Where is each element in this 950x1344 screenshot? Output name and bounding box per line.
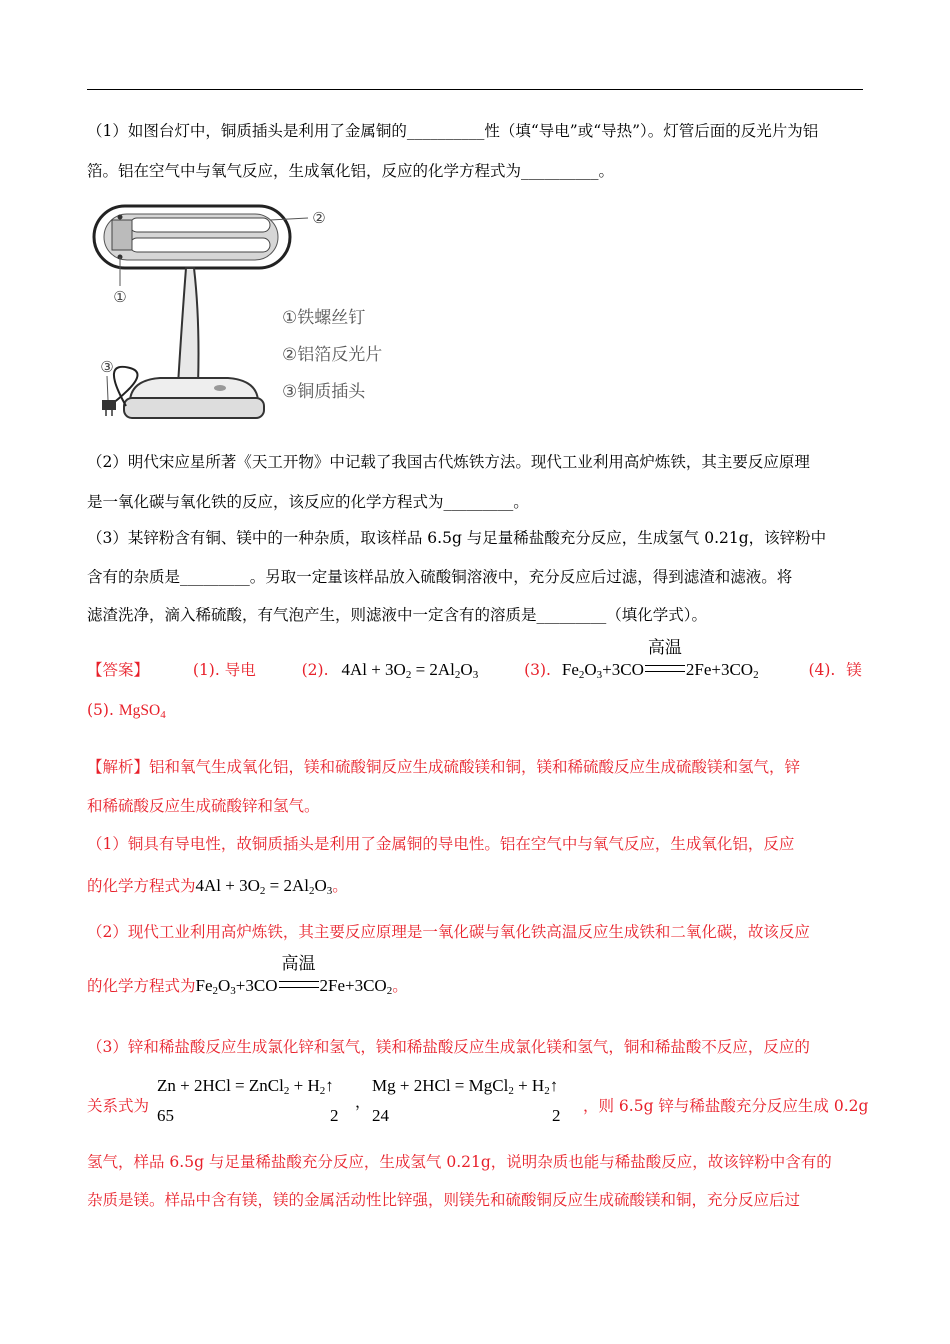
q1-line1: （1）如图台灯中，铜质插头是利用了金属铜的__________性（填“导电”或“导热”）。灯管后面的反光片为铝 <box>87 122 819 140</box>
zn-equation: Zn + 2HCl = ZnCl$_2$ + $H_2↑$ <box>157 1076 334 1097</box>
header-rule <box>87 89 863 90</box>
answer-line2: (5). MgSO$_4$ <box>87 701 166 721</box>
marker-1: ① <box>113 288 127 306</box>
analysis-p3-line1: （3）锌和稀盐酸反应生成氯化锌和氢气，镁和稀盐酸反应生成氯化镁和氢气，铜和稀盐酸不反应，反应的 <box>87 1038 810 1056</box>
q3-line1: （3）某锌粉含有铜、镁中的一种杂质，取该样品 6.5g 与足量稀盐酸充分反应，生成氢气 0.21g，该锌粉中 <box>87 529 827 547</box>
marker-2: ② <box>312 209 326 227</box>
mg-mass: 24 <box>372 1106 389 1125</box>
analysis-label: 【解析】 <box>87 758 150 776</box>
lamp-tube-upper <box>130 218 270 232</box>
mg-equation: Mg + 2HCl = MgCl$_2$ + $H_2↑$ <box>372 1076 559 1097</box>
marker-3: ③ <box>100 358 114 376</box>
desk-lamp-figure <box>90 200 390 440</box>
analysis-intro-1: 【解析】铝和氧气生成氧化铝，镁和硫酸铜反应生成硫酸镁和铜，镁和稀硫酸反应生成硫酸镁和氢气，锌 <box>87 758 801 776</box>
q1-line2: 箔。铝在空气中与氧气反应，生成氧化铝，反应的化学方程式为__________。 <box>87 162 615 180</box>
analysis-p1-line1: （1）铜具有导电性，故铜质插头是利用了金属铜的导电性。铝在空气中与氧气反应，生成氧化铝，反应 <box>87 835 795 853</box>
legend-item-1: ①铁螺丝钉 <box>282 308 366 328</box>
analysis-p3-line4: 杂质是镁。样品中含有镁，镁的金属活动性比锌强，则镁先和硫酸铜反应生成硫酸镁和铜，充分反应后过 <box>87 1191 801 1209</box>
relation-comma: ， <box>355 1093 371 1111</box>
answer-3-equation: $Fe_2O_3+3CO$ 高温 $2Fe+3CO_2$ <box>561 638 759 681</box>
condition-high-temp: 高温 <box>647 638 682 657</box>
analysis-p2-line1: （2）现代工业利用高炉炼铁，其主要反应原理是一氧化碳与氧化铁高温反应生成铁和二氧化碳，故该反应 <box>87 923 810 941</box>
copper-plug <box>102 400 116 410</box>
mg-h2-mass: 2 <box>552 1106 561 1125</box>
answer-1: 导电 <box>224 661 256 679</box>
legend-item-2: ②铝箔反光片 <box>282 345 383 365</box>
analysis-p1-line2: 的化学方程式为$4Al + 3O_2 = 2Al_2O_3$。 <box>87 876 348 897</box>
lamp-stem <box>178 268 199 385</box>
legend-item-3: ③铜质插头 <box>282 382 366 402</box>
screw-icon <box>118 215 123 220</box>
answer-4: 镁 <box>846 661 862 679</box>
switch-icon <box>214 385 226 391</box>
lamp-tube-lower <box>130 238 270 252</box>
analysis-intro-2: 和稀硫酸反应生成硫酸锌和氢气。 <box>87 797 320 815</box>
q2-line2: 是一氧化碳与氧化铁的反应，该反应的化学方程式为_________。 <box>87 493 529 511</box>
analysis-p3-line3: 氢气，样品 6.5g 与足量稀盐酸充分反应，生成氢气 0.21g，说明杂质也能与稀盐酸反应，故该锌粉中含有的 <box>87 1153 832 1171</box>
analysis-p3-suffix: ，则 6.5g 锌与稀盐酸充分反应生成 0.2g <box>583 1097 869 1115</box>
analysis-p2-line2: 的化学方程式为$Fe_2O_3+3CO$ 高温 $2Fe+3CO_2$。 <box>87 954 408 997</box>
lamp-base-top <box>130 378 258 400</box>
answer-label: 【答案】 <box>87 661 150 679</box>
zn-mass: 65 <box>157 1106 174 1125</box>
answer-line1: 【答案】 (1). 导电 (2). $4Al + 3O_2 = 2Al_2O_3$ (3). $Fe_2O_3+3CO$ 高温 $2Fe+3CO_2$ (4). 镁 <box>87 638 862 681</box>
answer-5: MgSO$_4$ <box>118 702 166 721</box>
lamp-base <box>124 398 264 418</box>
q2-line1: （2）明代宋应星所著《天工开物》中记载了我国古代炼铁方法。现代工业利用高炉炼铁，其主要反应原理 <box>87 453 810 471</box>
analysis-p3-line2: 关系式为 <box>87 1097 150 1115</box>
zn-h2-mass: 2 <box>330 1106 339 1125</box>
q3-line2: 含有的杂质是_________。另取一定量该样品放入硫酸铜溶液中，充分反应后过滤，得到滤渣和滤液。将 <box>87 568 793 586</box>
q3-line3: 滤渣洗净，滴入稀硫酸，有气泡产生，则滤液中一定含有的溶质是_________（填化学式）。 <box>87 606 708 624</box>
tube-base <box>112 220 132 250</box>
answer-2-equation: $4Al + 3O_2 = 2Al_2O_3$ <box>341 660 479 681</box>
